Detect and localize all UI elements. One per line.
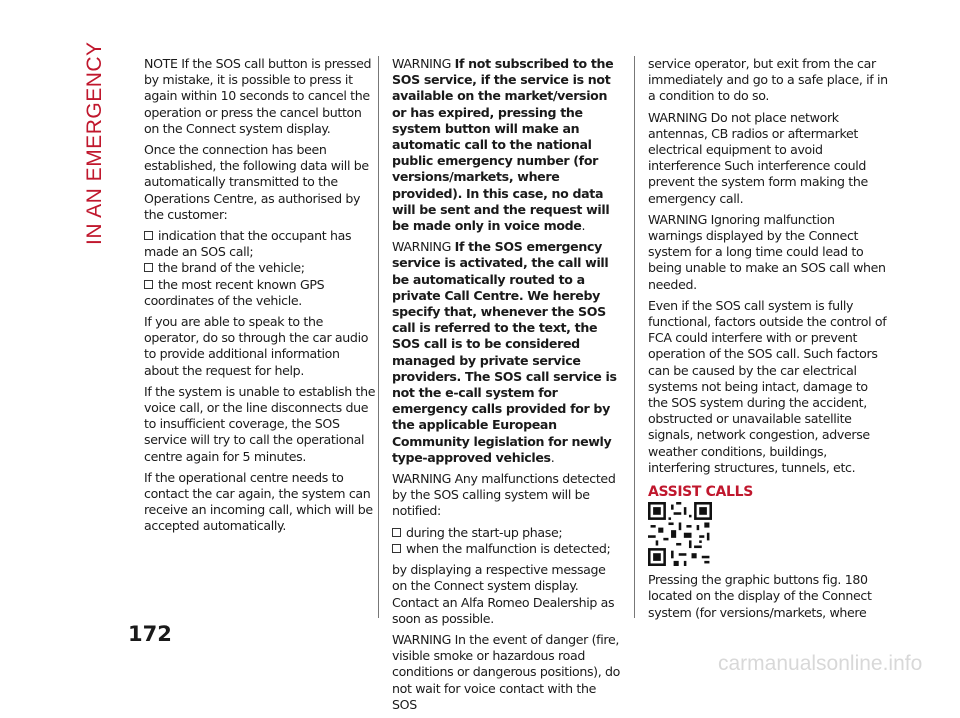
checkbox-bullet-icon <box>392 528 401 537</box>
bullet-text: the brand of the vehicle; <box>158 260 305 276</box>
warning-end: . <box>550 449 555 465</box>
checkbox-bullet-icon <box>144 263 153 272</box>
column-divider <box>634 56 635 618</box>
warning-paragraph: WARNING Ignoring malfunction warnings displayed by the Connect system for a long time could lead to being unable to make an SOS call when needed. <box>648 211 886 292</box>
bullet-item <box>392 525 624 541</box>
bullet-text: during the start-up phase; <box>406 524 563 540</box>
paragraph: If you are able to speak to the operator, do so through the car audio to provide additional information about the request for help. <box>144 314 369 378</box>
checkbox-bullet-icon <box>144 231 153 240</box>
warning-text: If not subscribed to the SOS service, if the service is not available on the market/version or has expired, pressing the system button will make an automatic call to the national public emergency number (for versions/markets, where provided). In this case, no data will be sent and the request will be made only in voice mode <box>392 56 614 234</box>
bullet-text: the most recent known GPS coordinates of the vehicle. <box>144 276 325 308</box>
column-2 <box>392 56 624 718</box>
section-side-title <box>83 41 113 245</box>
qr-code-icon <box>648 502 712 566</box>
checkbox-bullet-icon <box>144 280 153 289</box>
paragraph: service operator, but exit from the car immediately and go to a safe place, if in a condition to do so. <box>648 56 888 104</box>
paragraph: Even if the SOS call system is fully functional, factors outside the control of FCA could interfere with or prevent operation of the SOS call. Such factors can be caused by the car electrical systems not being intact, damage to the SOS system during the accident, obstructed or unavailable satellite signals, network congestion, adverse weather conditions, buildings, interfering structures, tunnels, etc. <box>648 297 887 475</box>
page-number: 172 <box>128 622 172 646</box>
column-divider <box>378 56 379 618</box>
warning-paragraph: WARNING Do not place network antennas, CB radios or aftermarket electrical equipment to avoid interference Such interference could prevent the system form making the emergency call. <box>648 109 868 206</box>
bullet-item <box>144 228 376 260</box>
warning-paragraph <box>392 56 624 234</box>
paragraph: Pressing the graphic buttons fig. 180 located on the display of the Connect system (for versions/markets, where <box>648 572 872 620</box>
warning-paragraph: WARNING In the event of danger (fire, visible smoke or hazardous road conditions or dangerous positions), do not wait for voice contact with the SOS <box>392 631 621 712</box>
note-paragraph: NOTE If the SOS call button is pressed by mistake, it is possible to press it again within 10 seconds to cancel the operation or press the cancel button on the Connect system display. <box>144 56 372 136</box>
warning-end: . <box>581 218 586 234</box>
bullet-item <box>144 260 376 276</box>
warning-label: WARNING <box>392 56 455 71</box>
warning-label: WARNING <box>392 239 455 255</box>
bullet-item <box>392 541 624 557</box>
warning-paragraph: WARNING Any malfunctions detected by the SOS calling system will be notified: <box>392 471 616 519</box>
paragraph: If the operational centre needs to contact the car again, the system can receive an incoming call, which will be accepted automatically. <box>144 469 373 534</box>
column-1 <box>144 56 376 540</box>
checkbox-bullet-icon <box>392 544 401 553</box>
bullet-text: when the malfunction is detected; <box>406 540 611 556</box>
watermark: carmanualsonline.info <box>718 652 923 675</box>
paragraph: by displaying a respective message on the Connect system display. Contact an Alfa Romeo Dealership as soon as possible. <box>392 562 615 626</box>
paragraph: Once the connection has been established, the following data will be automatically transmitted to the Operations Centre, as authorised by the customer: <box>144 142 369 222</box>
paragraph: If the system is unable to establish the voice call, or the line disconnects due to insufficient coverage, the SOS service will try to call the operational centre again for 5 minutes. <box>144 383 376 464</box>
bullet-text: indication that the occupant has made an SOS call; <box>144 228 352 260</box>
warning-text: If the SOS emergency service is activated, the call will be automatically routed to a private Call Centre. We hereby specify that, whenever the SOS call is referred to the text, the SOS call is to be considered managed by private service providers. The SOS call service is not the e-call system for emergency calls provided for by the applicable European Community legislation for newly type-approved vehicles <box>392 239 617 465</box>
column-3 <box>648 56 888 626</box>
bullet-item <box>144 277 376 309</box>
section-heading: ASSIST CALLS <box>648 484 753 501</box>
section-title-text: IN AN EMERGENCY <box>83 41 106 245</box>
warning-paragraph <box>392 239 624 466</box>
